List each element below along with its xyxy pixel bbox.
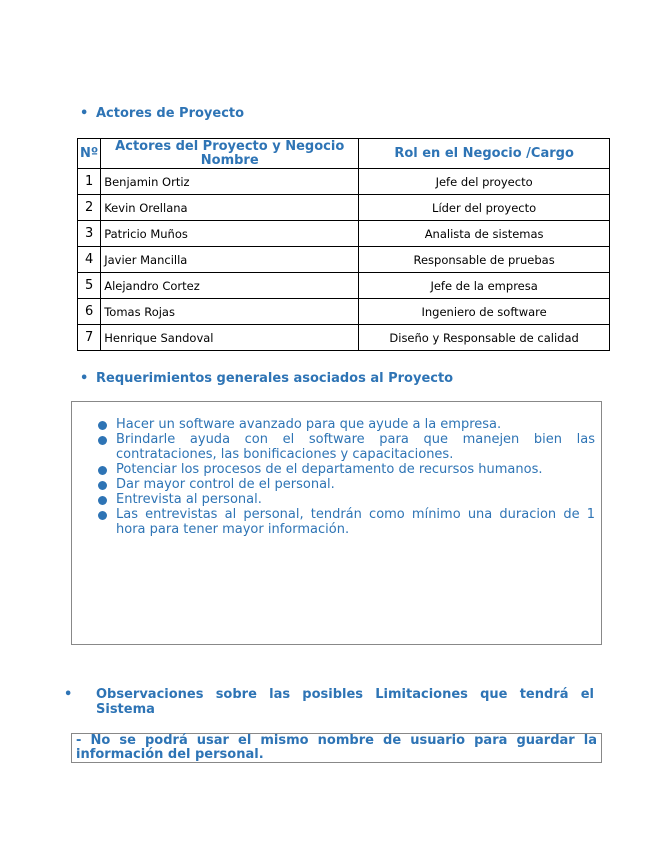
row-number: 4 [78, 247, 101, 273]
requirement-item: Dar mayor control de el personal. [97, 477, 595, 492]
actor-role: Jefe del proyecto [359, 169, 610, 195]
actor-name: Patricio Muños [101, 221, 359, 247]
table-row [78, 299, 610, 325]
table-row [78, 221, 610, 247]
requirement-item: Brindarle ayuda con el software para que manejen bien las contrataciones, las bonificaciones y capacitaciones. [97, 432, 595, 462]
bullet-icon: • [80, 106, 89, 121]
table-row [78, 247, 610, 273]
header-name: Actores del Proyecto y Negocio Nombre [101, 139, 359, 169]
table-header-row [78, 139, 610, 169]
requirement-item: Entrevista al personal. [97, 492, 595, 507]
actor-name: Kevin Orellana [101, 195, 359, 221]
actor-role: Responsable de pruebas [359, 247, 610, 273]
observations-box: - No se podrá usar el mismo nombre de usuario para guardar la información del personal. [71, 733, 602, 763]
heading-text: Requerimientos generales asociados al Proyecto [96, 371, 454, 386]
heading-text: Actores de Proyecto [96, 106, 245, 121]
section-heading-requerimientos [80, 371, 453, 386]
row-number: 6 [78, 299, 101, 325]
requirement-item: Las entrevistas al personal, tendrán como mínimo una duracion de 1 hora para tener mayor información. [97, 507, 595, 537]
actor-role: Ingeniero de software [359, 299, 610, 325]
actor-role: Analista de sistemas [359, 221, 610, 247]
table-row [78, 169, 610, 195]
actor-role: Diseño y Responsable de calidad [359, 325, 610, 351]
requirements-box [71, 401, 602, 645]
requirement-item: Potenciar los procesos de el departamento de recursos humanos. [97, 462, 595, 477]
actor-role: Líder del proyecto [359, 195, 610, 221]
requirement-item: Hacer un software avanzado para que ayude a la empresa. [97, 417, 595, 432]
actor-name: Javier Mancilla [101, 247, 359, 273]
table-row [78, 325, 610, 351]
table-row [78, 273, 610, 299]
actor-name: Henrique Sandoval [101, 325, 359, 351]
bullet-icon: • [80, 371, 89, 386]
heading-text: Observaciones sobre las posibles Limitaciones que tendrá el Sistema [96, 687, 594, 717]
row-number: 7 [78, 325, 101, 351]
actor-role: Jefe de la empresa [359, 273, 610, 299]
requirements-list [97, 417, 595, 537]
row-number: 3 [78, 221, 101, 247]
section-heading-actores [80, 106, 244, 121]
actors-table [77, 138, 610, 351]
section-heading-observaciones [64, 687, 594, 717]
row-number: 1 [78, 169, 101, 195]
header-num: Nº [78, 139, 101, 169]
bullet-icon: • [64, 687, 73, 702]
row-number: 5 [78, 273, 101, 299]
actor-name: Tomas Rojas [101, 299, 359, 325]
actor-name: Benjamin Ortiz [101, 169, 359, 195]
header-role: Rol en el Negocio /Cargo [359, 139, 610, 169]
table-row [78, 195, 610, 221]
actor-name: Alejandro Cortez [101, 273, 359, 299]
row-number: 2 [78, 195, 101, 221]
